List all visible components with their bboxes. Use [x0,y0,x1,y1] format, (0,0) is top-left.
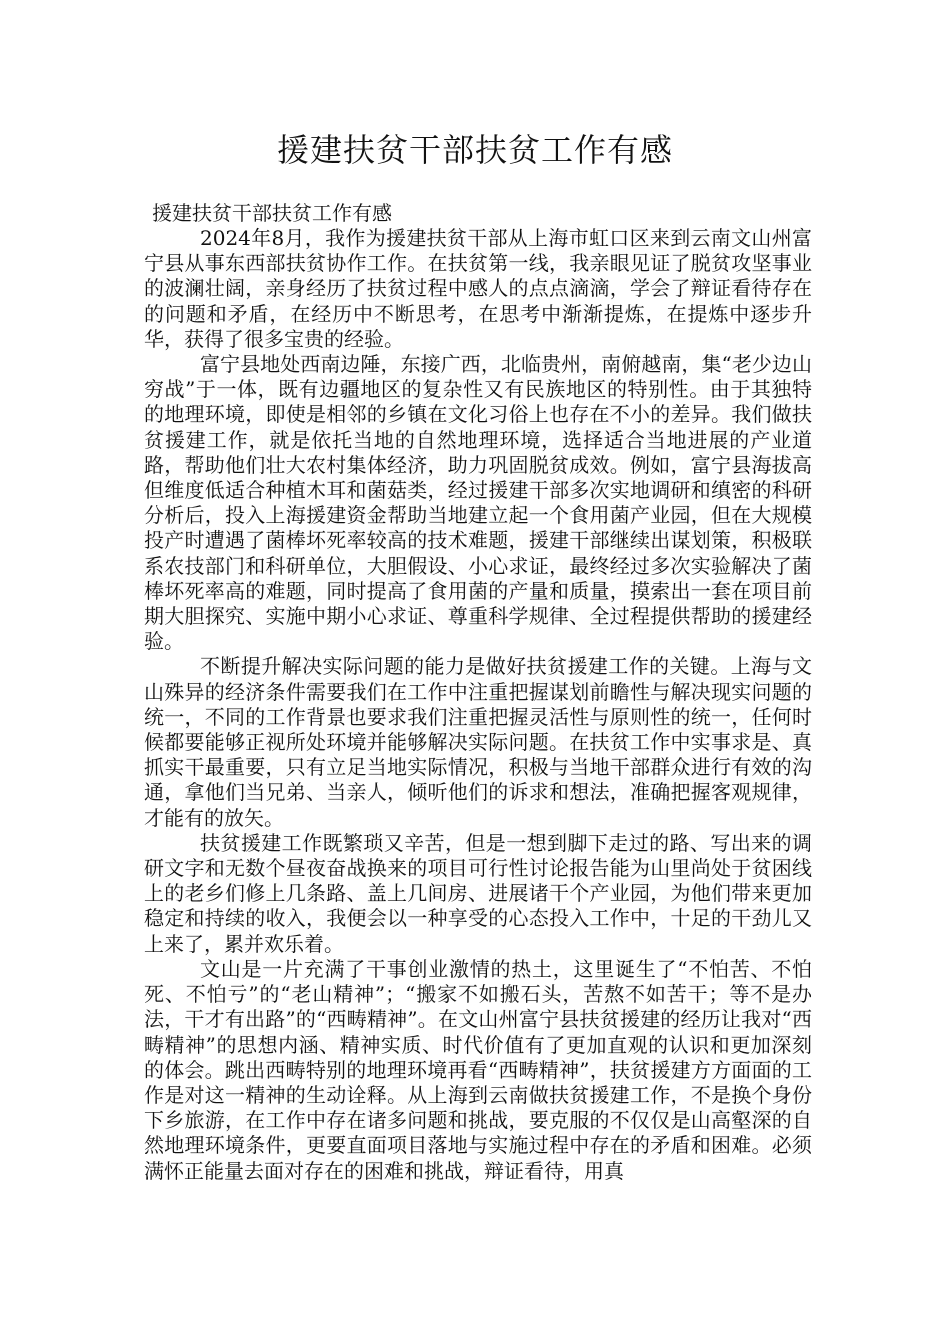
paragraph-2: 富宁县地处西南边陲，东接广西，北临贵州，南俯越南，集“老少边山穷战”于一体，既有边疆地区的复杂性又有民族地区的特别性。由于其独特的地理环境，即使是相邻的乡镇在文化习俗上也存在不小的差异。我们做扶贫援建工作，就是依托当地的自然地理环境，选择适合当地进展的产业道路，帮助他们壮大农村集体经济，助力巩固脱贫成效。例如，富宁县海拔高但维度低适合种植木耳和菌菇类，经过援建干部多次实地调研和缜密的科研分析后，投入上海援建资金帮助当地建立起一个食用菌产业园，但在大规模投产时遭遇了菌棒坏死率较高的技术难题，援建干部继续出谋划策，积极联系农技部门和科研单位，大胆假设、小心求证，最终经过多次实验解决了菌棒坏死率高的难题，同时提高了食用菌的产量和质量，摸索出一套在项目前期大胆探究、实施中期小心求证、尊重科学规律、全过程提供帮助的援建经验。 [144,352,812,654]
paragraph-1: 2024年8月，我作为援建扶贫干部从上海市虹口区来到云南文山州富宁县从事东西部扶贫协作工作。在扶贫第一线，我亲眼见证了脱贫攻坚事业的波澜壮阔，亲身经历了扶贫过程中感人的点点滴滴，学会了辩证看待存在的问题和矛盾，在经历中不断思考，在思考中渐渐提炼，在提炼中逐步升华，获得了很多宝贵的经验。 [144,226,812,351]
paragraph-4: 扶贫援建工作既繁琐又辛苦，但是一想到脚下走过的路、写出来的调研文字和无数个昼夜奋战换来的项目可行性讨论报告能为山里尚处于贫困线上的老乡们修上几条路、盖上几间房、进展诸干个产业园，为他们带来更加稳定和持续的收入，我便会以一种享受的心态投入工作中，十足的干劲儿又上来了，累并欢乐着。 [144,830,812,956]
document-title: 援建扶贫干部扶贫工作有感 [276,131,673,169]
paragraph-5: 文山是一片充满了干事创业激情的热土，这里诞生了“不怕苦、不怕死、不怕亏”的“老山精神”；“搬家不如搬石头，苦熬不如苦干；等不是办法，干才有出路”的“西畴精神”。在文山州富宁县扶贫援建的经历让我对“西畴精神”的思想内涵、精神实质、时代价值有了更加直观的认识和更加深刻的体会。跳出西畴特别的地理环境再看“西畴精神”，扶贫援建方方面面的工作是对这一精神的生动诠释。从上海到云南做扶贫援建工作，不是换个身份下乡旅游，在工作中存在诸多问题和挑战，要克服的不仅仅是山高壑深的自然地理环境条件，更要直面项目落地与实施过程中存在的矛盾和困难。必须满怀正能量去面对存在的困难和挑战，辩证看待，用真 [144,956,812,1183]
document-body [144,226,812,1184]
paragraph-3: 不断提升解决实际问题的能力是做好扶贫援建工作的关键。上海与文山殊异的经济条件需要我们在工作中注重把握谋划前瞻性与解决现实问题的统一，不同的工作背景也要求我们注重把握灵活性与原则性的统一，任何时候都要能够正视所处环境并能够解决实际问题。在扶贫工作中实事求是、真抓实干最重要，只有立足当地实际情况，积极与当地干部群众进行有效的沟通，拿他们当兄弟、当亲人，倾听他们的诉求和想法，准确把握客观规律，才能有的放矢。 [144,654,812,830]
document-subtitle: 援建扶贫干部扶贫工作有感 [152,201,392,225]
